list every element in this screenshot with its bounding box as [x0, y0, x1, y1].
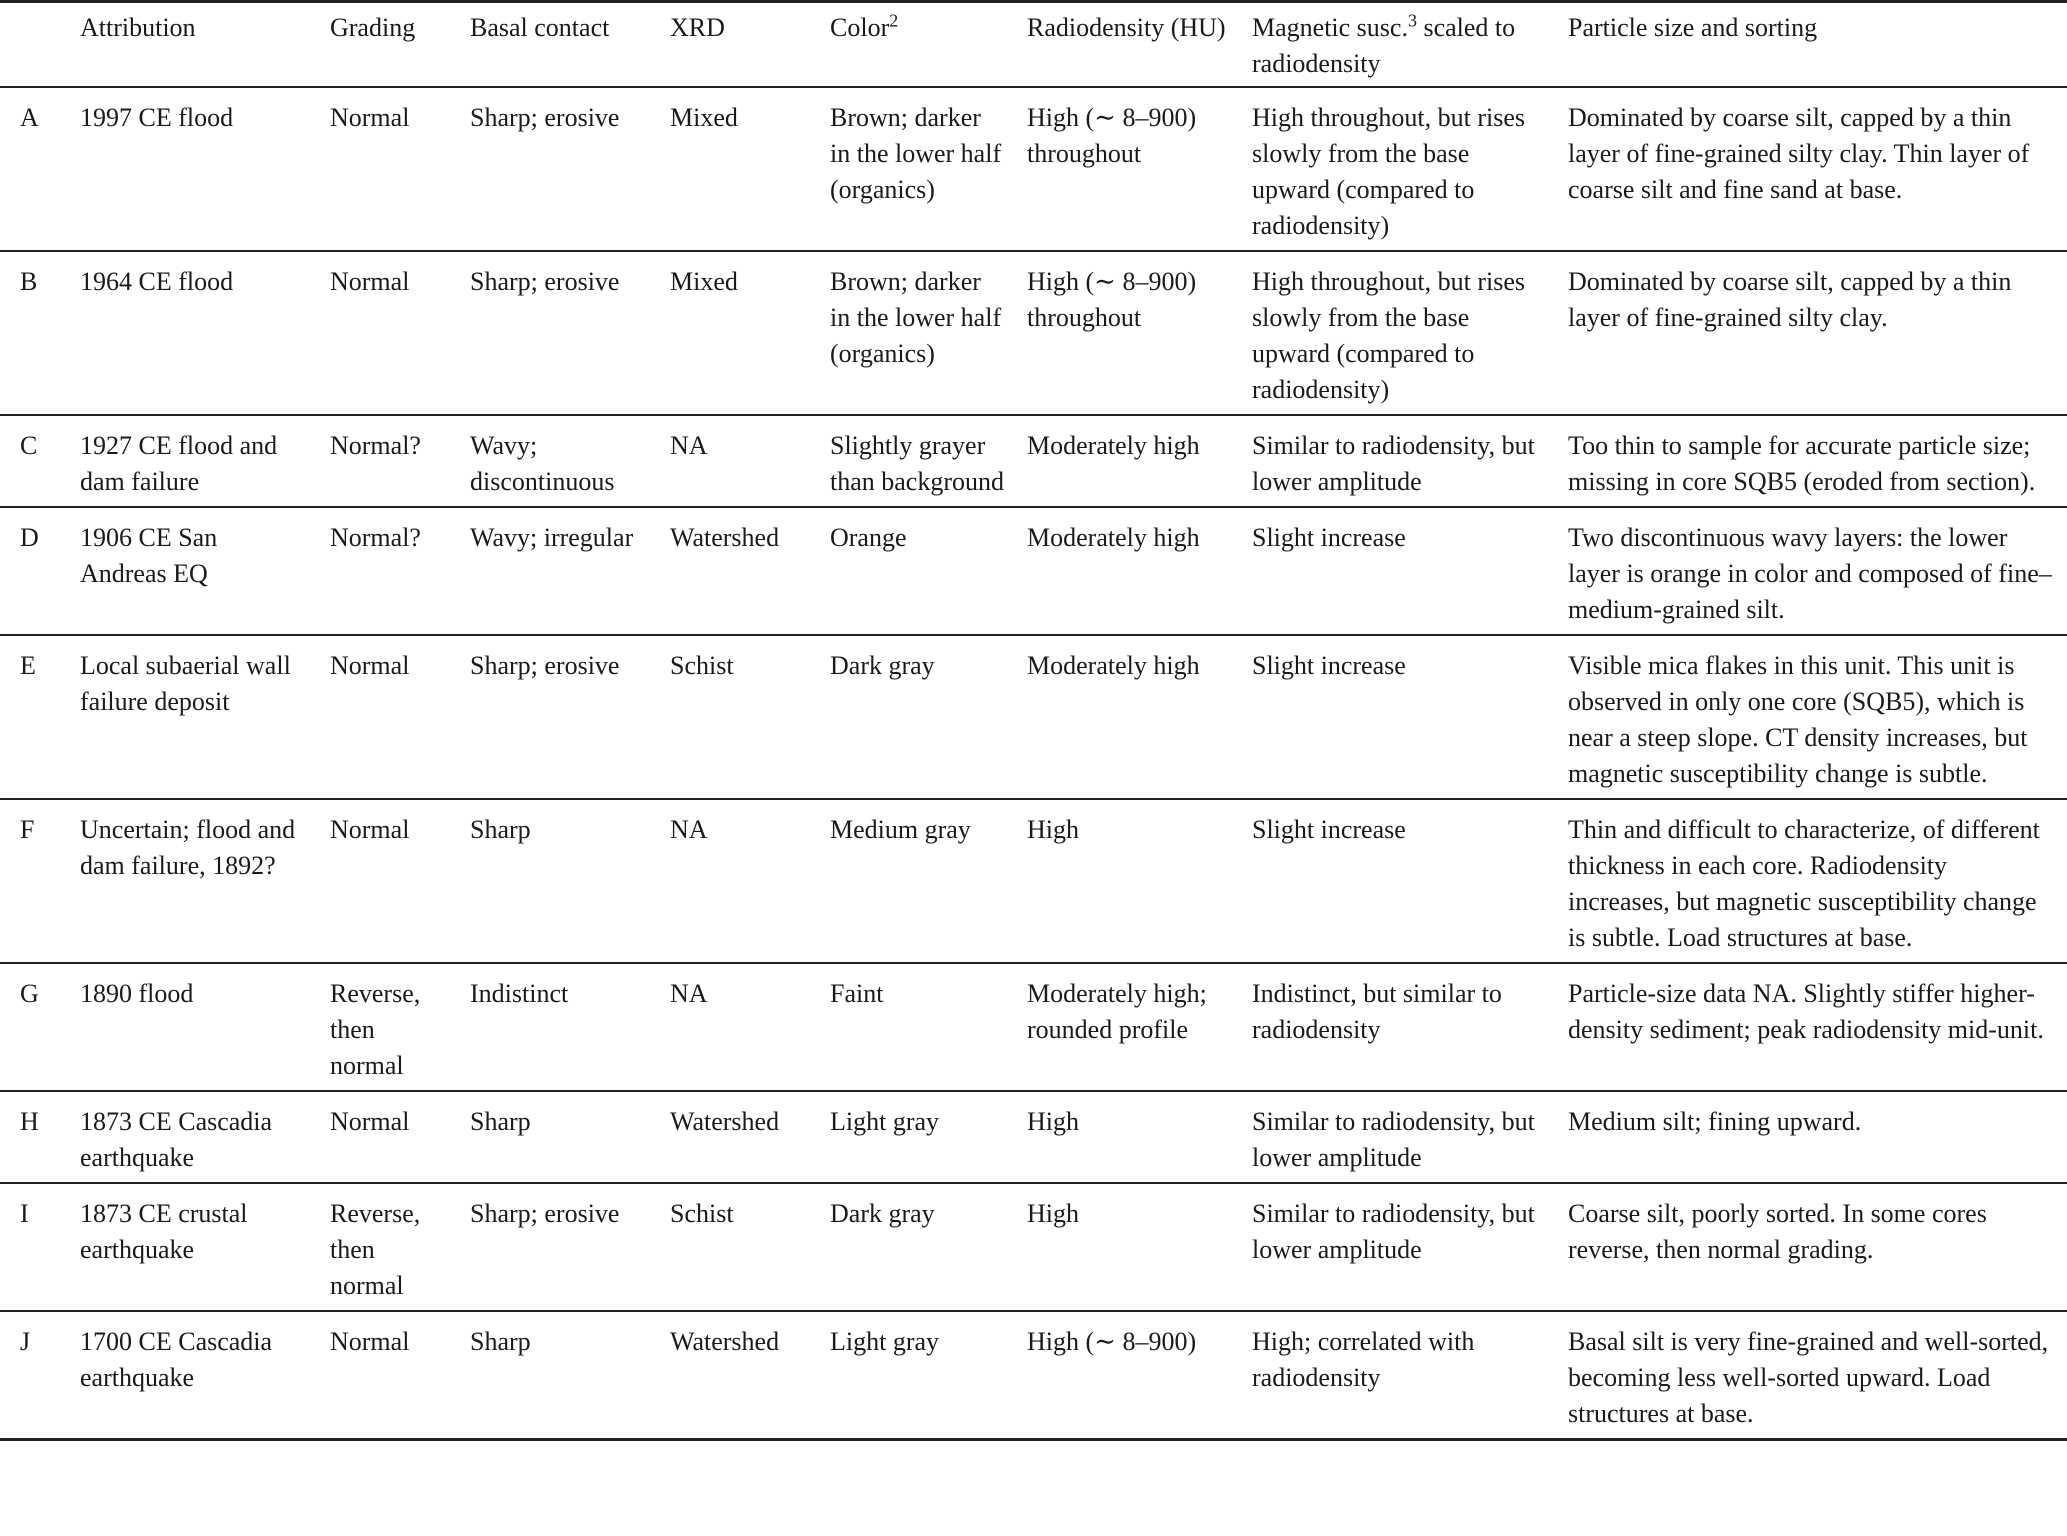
cell-attribution: 1927 CE flood and dam failure: [80, 431, 278, 496]
table-header: [0, 0, 2067, 87]
cell-particle: Two discontinuous wavy layers: the lower layer is orange in color and composed of fine–medium-grained silt.: [1568, 523, 2052, 624]
cell-id: D: [20, 523, 39, 552]
cell-attribution: 1997 CE flood: [80, 103, 234, 132]
table-row: [0, 507, 2067, 635]
cell-id: H: [20, 1107, 39, 1136]
table-body: [0, 87, 2067, 1440]
cell-id: E: [20, 651, 36, 680]
cell-particle: Particle-size data NA. Slightly stiffer higher-density sediment; peak radiodensity mid-unit.: [1568, 979, 2044, 1044]
cell-attribution: 1700 CE Cascadia earthquake: [80, 1327, 273, 1392]
header-grading: Grading: [330, 13, 416, 42]
header-row: [0, 0, 2067, 87]
cell-magnetic: Similar to radiodensity, but lower amplitude: [1252, 1199, 1535, 1264]
cell-magnetic: Similar to radiodensity, but lower amplitude: [1252, 1107, 1535, 1172]
cell-grading: Normal: [330, 1107, 410, 1136]
header-particle: Particle size and sorting: [1568, 13, 1818, 42]
cell-id: I: [20, 1199, 29, 1228]
cell-magnetic: Slight increase: [1252, 651, 1406, 680]
table-row: [0, 799, 2067, 963]
cell-xrd: Schist: [670, 651, 734, 680]
cell-magnetic: High; correlated with radiodensity: [1252, 1327, 1475, 1392]
cell-id: F: [20, 815, 35, 844]
cell-particle: Dominated by coarse silt, capped by a thin layer of fine-grained silty clay. Thin layer of coarse silt and fine sand at base.: [1568, 103, 2030, 204]
header-color-footnote: 2: [889, 10, 899, 31]
cell-particle: Basal silt is very fine-grained and well-sorted, becoming less well-sorted upward. Load structures at base.: [1568, 1327, 2049, 1428]
table-row: [0, 251, 2067, 415]
cell-basal-contact: Indistinct: [470, 979, 569, 1008]
cell-basal-contact: Sharp; erosive: [470, 1199, 620, 1228]
cell-radiodensity: Moderately high: [1027, 523, 1200, 552]
cell-attribution: 1964 CE flood: [80, 267, 234, 296]
cell-xrd: Watershed: [670, 523, 780, 552]
cell-particle: Dominated by coarse silt, capped by a thin layer of fine-grained silty clay.: [1568, 267, 2012, 332]
cell-grading: Reverse, then normal: [330, 979, 421, 1080]
cell-color: Medium gray: [830, 815, 971, 844]
cell-radiodensity: Moderately high; rounded profile: [1027, 979, 1207, 1044]
cell-id: C: [20, 431, 38, 460]
cell-magnetic: High throughout, but rises slowly from the base upward (compared to radiodensity): [1252, 103, 1525, 240]
cell-id: B: [20, 267, 38, 296]
cell-attribution: Uncertain; flood and dam failure, 1892?: [80, 815, 296, 880]
cell-magnetic: Indistinct, but similar to radiodensity: [1252, 979, 1502, 1044]
cell-magnetic: Similar to radiodensity, but lower amplitude: [1252, 431, 1535, 496]
cell-radiodensity: High (∼ 8–900) throughout: [1027, 103, 1197, 168]
cell-radiodensity: High (∼ 8–900): [1027, 1327, 1197, 1356]
header-color: [822, 0, 1019, 87]
cell-basal-contact: Sharp; erosive: [470, 267, 620, 296]
cell-xrd: Watershed: [670, 1327, 780, 1356]
cell-grading: Normal: [330, 1327, 410, 1356]
cell-particle: Thin and difficult to characterize, of different thickness in each core. Radiodensity increases, but magnetic susceptibility change is subtle. Load structures at base.: [1568, 815, 2040, 952]
table-row: [0, 635, 2067, 799]
header-id: [0, 0, 72, 87]
header-xrd: XRD: [670, 13, 725, 42]
cell-color: Orange: [830, 523, 907, 552]
cell-particle: Coarse silt, poorly sorted. In some cores reverse, then normal grading.: [1568, 1199, 1987, 1264]
cell-attribution: 1873 CE crustal earthquake: [80, 1199, 248, 1264]
cell-grading: Normal: [330, 267, 410, 296]
cell-id: A: [20, 103, 39, 132]
table-row: [0, 415, 2067, 507]
cell-xrd: Schist: [670, 1199, 734, 1228]
cell-basal-contact: Sharp: [470, 1107, 531, 1136]
header-attribution: Attribution: [80, 13, 196, 42]
table-row: [0, 1311, 2067, 1440]
cell-radiodensity: High: [1027, 1199, 1079, 1228]
cell-radiodensity: High (∼ 8–900) throughout: [1027, 267, 1197, 332]
table-row: [0, 1091, 2067, 1183]
cell-color: Dark gray: [830, 651, 935, 680]
cell-basal-contact: Wavy; irregular: [470, 523, 634, 552]
cell-id: J: [20, 1327, 31, 1356]
cell-magnetic: High throughout, but rises slowly from the base upward (compared to radiodensity): [1252, 267, 1525, 404]
cell-attribution: 1890 flood: [80, 979, 194, 1008]
cell-grading: Normal: [330, 103, 410, 132]
cell-xrd: NA: [670, 815, 708, 844]
cell-color: Light gray: [830, 1107, 940, 1136]
cell-attribution: 1906 CE San Andreas EQ: [80, 523, 218, 588]
cell-color: Brown; darker in the lower half (organics): [830, 103, 1002, 204]
cell-radiodensity: High: [1027, 1107, 1079, 1136]
cell-grading: Normal: [330, 651, 410, 680]
cell-particle: Medium silt; fining upward.: [1568, 1107, 1862, 1136]
cell-radiodensity: High: [1027, 815, 1079, 844]
header-magnetic-label: Magnetic susc.: [1252, 13, 1408, 42]
cell-basal-contact: Sharp: [470, 1327, 531, 1356]
cell-xrd: Mixed: [670, 103, 738, 132]
cell-magnetic: Slight increase: [1252, 523, 1406, 552]
cell-grading: Normal?: [330, 431, 421, 460]
header-magnetic: [1244, 0, 1560, 87]
header-basal-contact: Basal contact: [470, 13, 610, 42]
table-row: [0, 87, 2067, 251]
header-radiodensity: Radiodensity (HU): [1027, 13, 1226, 42]
cell-particle: Visible mica flakes in this unit. This unit is observed in only one core (SQB5), which is near a steep slope. CT density increases, but magnetic susceptibility change is subtle.: [1568, 651, 2028, 788]
table-row: [0, 1183, 2067, 1311]
cell-xrd: NA: [670, 431, 708, 460]
cell-radiodensity: Moderately high: [1027, 651, 1200, 680]
cell-grading: Normal?: [330, 523, 421, 552]
cell-magnetic: Slight increase: [1252, 815, 1406, 844]
cell-xrd: NA: [670, 979, 708, 1008]
cell-xrd: Mixed: [670, 267, 738, 296]
cell-basal-contact: Sharp; erosive: [470, 651, 620, 680]
header-magnetic-footnote: 3: [1407, 10, 1417, 31]
cell-grading: Normal: [330, 815, 410, 844]
cell-attribution: 1873 CE Cascadia earthquake: [80, 1107, 273, 1172]
cell-attribution: Local subaerial wall failure deposit: [80, 651, 291, 716]
cell-basal-contact: Sharp: [470, 815, 531, 844]
cell-id: G: [20, 979, 39, 1008]
cell-color: Slightly grayer than background: [830, 431, 1005, 496]
table-row: [0, 963, 2067, 1091]
header-magnetic-suffix: scaled to radiodensity: [1252, 13, 1516, 78]
cell-color: Light gray: [830, 1327, 940, 1356]
cell-grading: Reverse, then normal: [330, 1199, 421, 1300]
cell-basal-contact: Wavy; discontinuous: [470, 431, 615, 496]
cell-color: Dark gray: [830, 1199, 935, 1228]
cell-basal-contact: Sharp; erosive: [470, 103, 620, 132]
cell-particle: Too thin to sample for accurate particle size; missing in core SQB5 (eroded from section).: [1568, 431, 2036, 496]
cell-color: Brown; darker in the lower half (organics): [830, 267, 1002, 368]
header-color-label: Color: [830, 13, 890, 42]
cell-color: Faint: [830, 979, 884, 1008]
cell-radiodensity: Moderately high: [1027, 431, 1200, 460]
cell-xrd: Watershed: [670, 1107, 780, 1136]
